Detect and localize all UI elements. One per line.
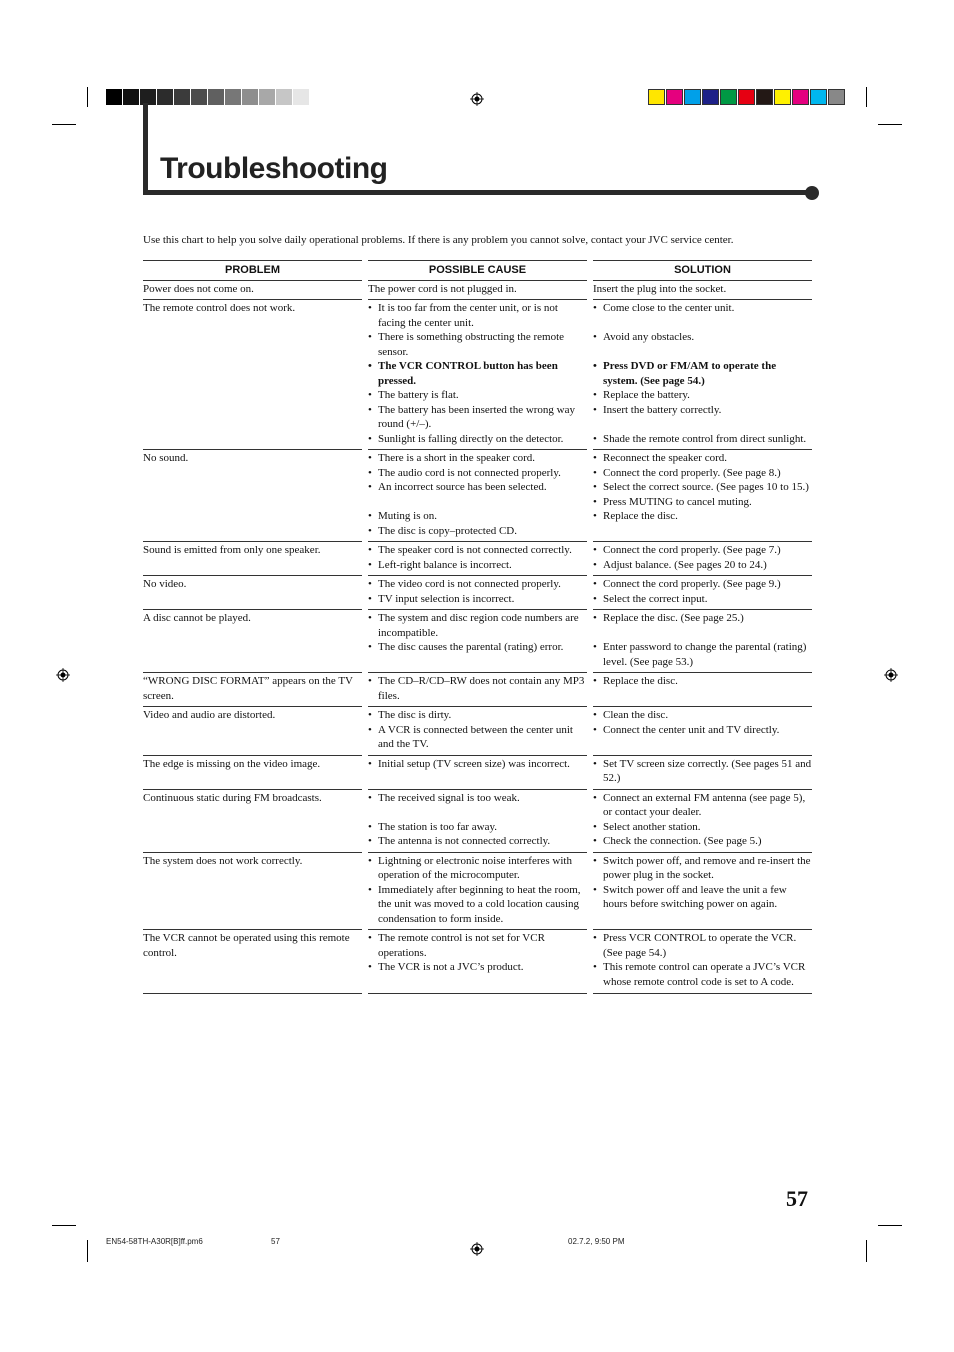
table-row [143,756,812,790]
cause-cell [368,790,587,853]
color-swatch [208,89,225,105]
header-possible-cause: POSSIBLE CAUSE [368,260,587,281]
solution-item: • Insert the battery correctly. [593,403,812,418]
table-row [143,790,812,853]
solution-item: • Come close to the center unit. [593,301,812,316]
solution-item: • Shade the remote control from direct sunlight. [593,432,812,447]
table-row [143,300,812,450]
table-row [143,853,812,931]
crop-mark [87,1240,88,1262]
solution-item: • Press VCR CONTROL to operate the VCR. (See page 54.) [593,931,812,960]
page-number: 57 [786,1186,808,1211]
cause-item: • Lightning or electronic noise interferes with operation of the microcomputer. [368,854,587,883]
solution-cell [593,930,812,994]
cause-cell [368,756,587,790]
table-row [143,542,812,576]
cause-cell [368,450,587,542]
color-swatch [810,89,827,105]
crop-mark [87,87,88,107]
cause-item: • The disc causes the parental (rating) error. [368,640,587,655]
table-row [143,281,812,301]
cause-item: The power cord is not plugged in. [368,282,517,295]
color-swatch [106,89,123,105]
solution-item: • Enter password to change the parental (rating) level. (See page 53.) [593,640,812,669]
problem-cell: Video and audio are distorted. [143,707,362,756]
crop-mark [866,1240,867,1262]
solution-cell [593,450,812,542]
cause-item: • The battery has been inserted the wrong way round (+/–). [368,403,587,432]
color-swatch [738,89,755,105]
color-swatch [293,89,310,105]
solution-item: • Press MUTING to cancel muting. [593,495,812,510]
solution-item: • Select another station. [593,820,812,835]
cause-item: • There is something obstructing the remote sensor. [368,330,587,359]
solution-item: • Switch power off, and remove and re-insert the power plug in the socket. [593,854,812,883]
cause-cell [368,281,587,301]
solution-item: • Connect the cord properly. (See page 8.) [593,466,812,481]
cause-item: • The disc is copy–protected CD. [368,524,587,539]
cause-item: • The remote control is not set for VCR operations. [368,931,587,960]
cause-item: • The system and disc region code numbers are incompatible. [368,611,587,640]
cause-item: • The antenna is not connected correctly. [368,834,587,849]
solution-cell [593,707,812,756]
cause-cell [368,610,587,673]
cause-item: • Left-right balance is incorrect. [368,558,587,573]
solution-item: • Set TV screen size correctly. (See pages 51 and 52.) [593,757,812,786]
cause-item: • The VCR is not a JVC’s product. [368,960,587,975]
cause-cell [368,542,587,576]
grayscale-color-bar [106,89,310,105]
solution-cell [593,673,812,707]
color-swatch [225,89,242,105]
solution-cell [593,300,812,450]
solution-item: • Replace the disc. (See page 25.) [593,611,812,626]
solution-cell [593,790,812,853]
registration-mark-icon [884,668,898,682]
solution-item: • Avoid any obstacles. [593,330,812,345]
table-row [143,930,812,994]
problem-cell: No video. [143,576,362,610]
registration-mark-icon [56,668,70,682]
solution-item: • Check the connection. (See page 5.) [593,834,812,849]
cause-cell [368,707,587,756]
cause-item: • The CD–R/CD–RW does not contain any MP3 files. [368,674,587,703]
solution-item: • Select the correct source. (See pages 10 to 15.) [593,480,812,495]
problem-cell: A disc cannot be played. [143,610,362,673]
cause-cell [368,930,587,994]
solution-item: • Connect the center unit and TV directly. [593,723,812,738]
problem-cell: The system does not work correctly. [143,853,362,931]
cause-item: • The station is too far away. [368,820,587,835]
table-row [143,450,812,542]
color-swatch [702,89,719,105]
crop-mark [878,124,902,125]
cause-item: • The speaker cord is not connected correctly. [368,543,587,558]
troubleshooting-table [143,260,812,994]
color-swatch [259,89,276,105]
header-problem: PROBLEM [143,260,362,281]
color-swatch [756,89,773,105]
color-swatch [191,89,208,105]
color-swatch [276,89,293,105]
cause-item: • The audio cord is not connected properly. [368,466,587,481]
color-swatch [774,89,791,105]
title-frame-vertical [143,103,148,195]
solution-cell [593,281,812,301]
solution-item: • This remote control can operate a JVC’s VCR whose remote control code is set to A code. [593,960,812,989]
title-frame-horizontal [143,190,812,195]
crop-mark [52,124,76,125]
cause-cell [368,300,587,450]
table-row [143,707,812,756]
table-row [143,673,812,707]
solution-item: Insert the plug into the socket. [593,282,727,295]
problem-cell: Continuous static during FM broadcasts. [143,790,362,853]
problem-cell: Sound is emitted from only one speaker. [143,542,362,576]
solution-cell [593,576,812,610]
intro-text: Use this chart to help you solve daily operational problems. If there is any problem you cannot solve, contact your JVC service center. [143,234,734,246]
color-swatch [828,89,845,105]
registration-mark-icon [470,92,484,106]
solution-cell [593,610,812,673]
problem-cell: “WRONG DISC FORMAT” appears on the TV screen. [143,673,362,707]
footer-page: 57 [271,1237,280,1246]
cause-cell [368,673,587,707]
solution-item: • Clean the disc. [593,708,812,723]
crop-mark [878,1225,902,1226]
table-row [143,610,812,673]
solution-item: • Replace the disc. [593,674,812,689]
solution-item: • Switch power off and leave the unit a few hours before switching power on again. [593,883,812,912]
problem-cell: The edge is missing on the video image. [143,756,362,790]
color-swatch [792,89,809,105]
cause-item: • Muting is on. [368,509,587,524]
solution-cell [593,853,812,931]
crop-mark [866,87,867,107]
cause-item: • The received signal is too weak. [368,791,587,806]
color-swatch [157,89,174,105]
problem-cell: Power does not come on. [143,281,362,301]
color-swatch [648,89,665,105]
cause-item: • It is too far from the center unit, or is not facing the center unit. [368,301,587,330]
crop-mark [52,1225,76,1226]
problem-cell: The VCR cannot be operated using this remote control. [143,930,362,994]
cause-item: • TV input selection is incorrect. [368,592,587,607]
page-title: Troubleshooting [160,152,388,185]
cause-item: • Sunlight is falling directly on the detector. [368,432,587,447]
color-swatch [666,89,683,105]
cause-cell [368,853,587,931]
footer-timestamp: 02.7.2, 9:50 PM [568,1237,625,1246]
cause-cell [368,576,587,610]
registration-mark-icon [470,1242,484,1256]
table-header-row [143,260,812,281]
solution-item: • Replace the disc. [593,509,812,524]
cause-item: • The disc is dirty. [368,708,587,723]
solution-item: • Adjust balance. (See pages 20 to 24.) [593,558,812,573]
solution-cell [593,542,812,576]
solution-item: • Connect an external FM antenna (see page 5), or contact your dealer. [593,791,812,820]
title-frame-dot [805,186,819,200]
cause-item: • Initial setup (TV screen size) was incorrect. [368,757,587,772]
solution-item: • Connect the cord properly. (See page 9.) [593,577,812,592]
cause-item: • The battery is flat. [368,388,587,403]
table-row [143,576,812,610]
cause-item: • A VCR is connected between the center unit and the TV. [368,723,587,752]
cause-item: • The VCR CONTROL button has been pressed. [368,359,587,388]
solution-item: • Press DVD or FM/AM to operate the system. (See page 54.) [593,359,812,388]
color-swatch [684,89,701,105]
header-solution: SOLUTION [593,260,812,281]
color-swatch [174,89,191,105]
footer-filename: EN54-58TH-A30R[B]ff.pm6 [106,1237,203,1246]
solution-item: • Reconnect the speaker cord. [593,451,812,466]
problem-cell: The remote control does not work. [143,300,362,450]
color-swatch [242,89,259,105]
solution-item: • Connect the cord properly. (See page 7.) [593,543,812,558]
color-registration-bar [648,89,846,105]
table-body [143,281,812,995]
cause-item: • An incorrect source has been selected. [368,480,587,495]
problem-cell: No sound. [143,450,362,542]
cause-item: • The video cord is not connected properly. [368,577,587,592]
color-swatch [720,89,737,105]
cause-item: • There is a short in the speaker cord. [368,451,587,466]
solution-item: • Select the correct input. [593,592,812,607]
solution-cell [593,756,812,790]
color-swatch [123,89,140,105]
solution-item: • Replace the battery. [593,388,812,403]
cause-item: • Immediately after beginning to heat the room, the unit was moved to a cold location causing condensation to form inside. [368,883,587,927]
